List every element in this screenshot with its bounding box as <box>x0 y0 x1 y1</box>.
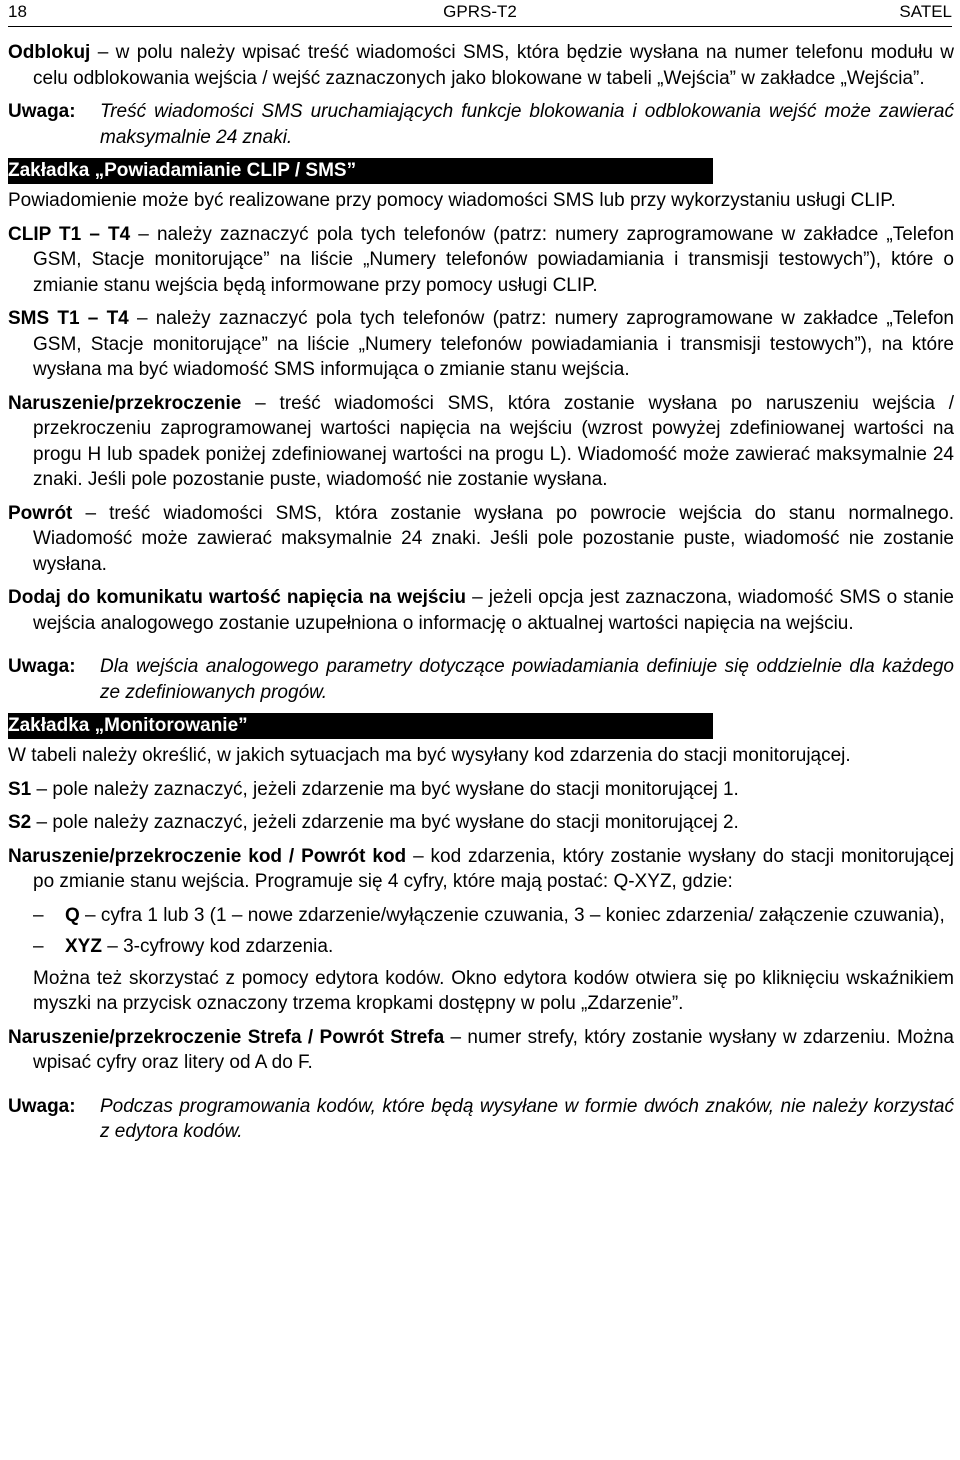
definition-sms <box>8 306 954 383</box>
definition-odblokuj <box>8 40 954 91</box>
section-heading: Zakładka „Monitorowanie” <box>8 713 713 739</box>
page-content <box>8 40 954 1153</box>
note-label: Uwaga: <box>8 656 76 677</box>
definition-text: – cyfra 1 lub 3 (1 – nowe zdarzenie/wyłączenie czuwania, 3 – koniec zdarzenia/ załączenie czuwania), <box>79 904 945 926</box>
term: Powrót <box>8 502 73 524</box>
definition-kod <box>8 844 954 895</box>
term: Naruszenie/przekroczenie kod / Powrót kod <box>8 845 407 867</box>
term: SMS T1 – T4 <box>8 308 129 329</box>
list-item <box>33 903 954 929</box>
definition-s1 <box>8 777 954 803</box>
definition-text: – treść wiadomości SMS, która zostanie wysłana po naruszeniu wejścia / przekroczeniu zaprogramowanej wartości napięcia na wejściu (wzrost powyżej zdefiniowanej wartości na progu H lub spadek poniżej zdefiniowanej wartości na progu L). Wiadomość może zawierać maksymalnie 24 znaki. Jeśli pole pozostanie puste, wiadomość nie zostanie wysłana. <box>33 392 954 490</box>
note-text: Dla wejścia analogowego parametry dotyczące powiadamiania definiuje się oddzielnie dla każdego ze zdefiniowanych progów. <box>100 656 954 703</box>
dash-bullet: – <box>33 936 44 957</box>
list-item <box>33 934 954 960</box>
note-block <box>8 654 954 705</box>
note-text: Treść wiadomości SMS uruchamiających funkcje blokowania i odblokowania wejść może zawierać maksymalnie 24 znaki. <box>100 101 954 148</box>
section-intro: W tabeli należy określić, w jakich sytuacjach ma być wysyłany kod zdarzenia do stacji monitorującej. <box>8 745 851 766</box>
definition-text: – pole należy zaznaczyć, jeżeli zdarzenie ma być wysłane do stacji monitorującej 1. <box>31 778 739 800</box>
page-header <box>8 0 952 27</box>
definition-text: – należy zaznaczyć pola tych telefonów (patrz: numery zaprogramowane w zakładce „Telefon GSM, Stacje monitorujące” na liście „Numery telefonów powiadamiania i transmisji testowych”), które o zmianie stanu wejścia będą informowane przy pomocy usługi CLIP. <box>33 223 955 296</box>
definition-strefa <box>8 1025 954 1076</box>
term: S2 <box>8 812 32 833</box>
term: XYZ <box>65 936 102 957</box>
note-label: Uwaga: <box>8 101 76 122</box>
term: Naruszenie/przekroczenie <box>8 392 242 414</box>
definition-clip <box>8 222 954 299</box>
definition-text: – należy zaznaczyć pola tych telefonów (patrz: numery zaprogramowane w zakładce „Telefon GSM, Stacje monitorujące” na liście „Numery telefonów powiadamiania i transmisji testowych”), na które wysłana ma być wiadomość SMS informująca o zmianie stanu wejścia. <box>33 308 954 380</box>
definition-text: – kod zdarzenia, który zostanie wysłany do stacji monitorującej po zmianie stanu wejścia. Programuje się 4 cyfry, które mają postać: Q-XYZ, gdzie: <box>33 845 954 892</box>
document-title: GPRS-T2 <box>443 2 517 21</box>
term: Dodaj do komunikatu wartość napięcia na wejściu <box>8 587 466 608</box>
term: Q <box>65 904 80 926</box>
note-text: Podczas programowania kodów, które będą wysyłane w formie dwóch znaków, nie należy korzystać z edytora kodów. <box>100 1095 954 1142</box>
definition-text: – pole należy zaznaczyć, jeżeli zdarzenie ma być wysłane do stacji monitorującej 2. <box>31 812 739 833</box>
definition-text: – jeżeli opcja jest zaznaczona, wiadomość SMS o stanie wejścia analogowego zostanie uzupełniona o informację o aktualnej wartości napięcia na wejściu. <box>33 587 954 634</box>
definition-dodaj <box>8 585 954 636</box>
definition-text: – treść wiadomości SMS, która zostanie wysłana po powrocie wejścia do stanu normalnego. Wiadomość może zawierać maksymalnie 24 znaki. Jeśli pole pozostanie puste, wiadomość nie zostanie wysłana. <box>33 502 954 575</box>
definition-powrot <box>8 501 954 578</box>
term: S1 <box>8 778 32 800</box>
definition-naruszenie <box>8 391 954 493</box>
note-block <box>8 1094 954 1145</box>
definition-text: – 3-cyfrowy kod zdarzenia. <box>101 936 334 957</box>
term: Odblokuj <box>8 42 91 63</box>
definition-s2 <box>8 810 954 836</box>
term: CLIP T1 – T4 <box>8 223 131 245</box>
definition-text: – w polu należy wpisać treść wiadomości SMS, która będzie wysłana na numer telefonu modułu w celu odblokowania wejścia / wejść zaznaczonych jako blokowane w tabeli „Wejścia” w zakładce „Wejścia”. <box>33 42 954 89</box>
note-label: Uwaga: <box>8 1095 76 1117</box>
note-block <box>8 99 954 150</box>
section-heading: Zakładka „Powiadamianie CLIP / SMS” <box>8 158 713 184</box>
dash-bullet: – <box>33 904 44 926</box>
section-intro: Powiadomienie może być realizowane przy pomocy wiadomości SMS lub przy wykorzystaniu usługi CLIP. <box>8 190 896 211</box>
editor-paragraph: Można też skorzystać z pomocy edytora kodów. Okno edytora kodów otwiera się po kliknięciu wskaźnikiem myszki na przycisk oznaczony trzema kropkami dostępny w polu „Zdarzenie”. <box>33 967 954 1014</box>
term: Naruszenie/przekroczenie Strefa / Powrót Strefa <box>8 1026 445 1048</box>
page-number: 18 <box>8 2 27 21</box>
definition-text: – numer strefy, który zostanie wysłany w zdarzeniu. Można wpisać cyfry oraz litery od A do F. <box>33 1026 954 1073</box>
brand-name: SATEL <box>899 2 952 21</box>
